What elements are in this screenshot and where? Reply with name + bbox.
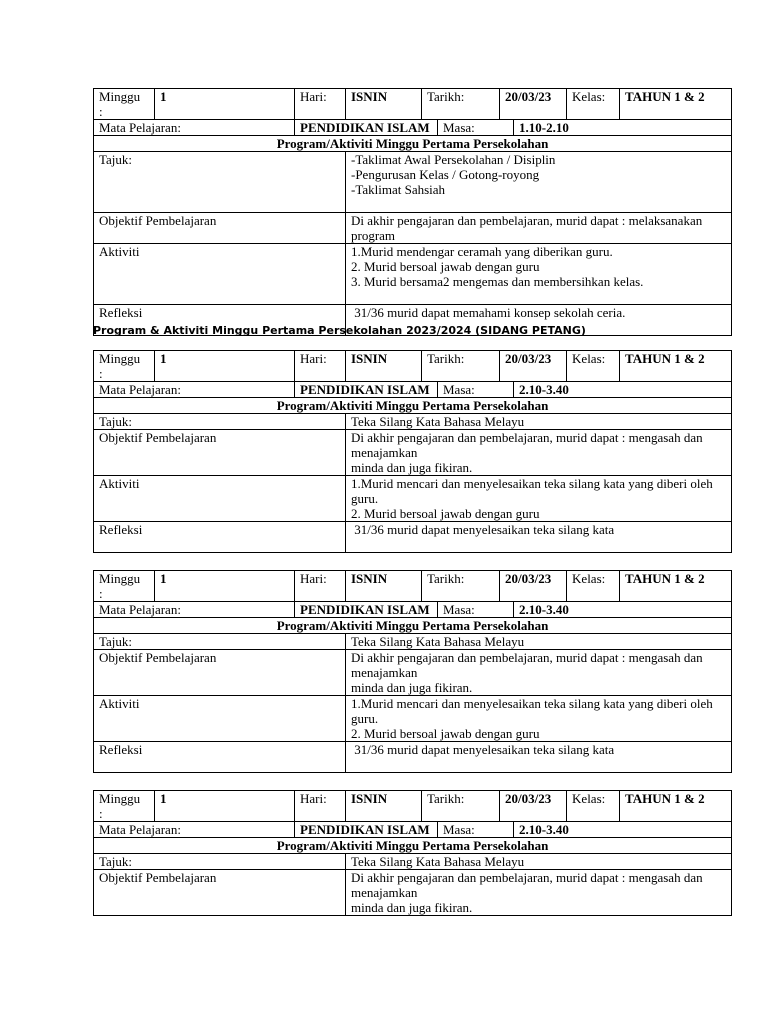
subject-value: PENDIDIKAN ISLAM bbox=[295, 822, 438, 838]
minggu-label: Minggu : bbox=[94, 89, 155, 120]
masa-value: 1.10-2.10 bbox=[514, 120, 732, 136]
aktiviti-label: Aktiviti bbox=[94, 244, 346, 305]
minggu-value: 1 bbox=[155, 791, 295, 822]
objektif-value: Di akhir pengajaran dan pembelajaran, murid dapat : mengasah dan menajamkan minda dan juga fikiran. bbox=[346, 870, 732, 916]
kelas-value: TAHUN 1 & 2 bbox=[625, 351, 705, 366]
section-heading: Program & Aktiviti Minggu Pertama Persekolahan 2023/2024 (SIDANG PETANG) bbox=[93, 324, 586, 337]
tajuk-value: Teka Silang Kata Bahasa Melayu bbox=[346, 634, 732, 650]
lesson-plan-4 bbox=[93, 790, 731, 916]
lesson-plan-3 bbox=[93, 570, 731, 773]
hari-value: ISNIN bbox=[346, 351, 422, 382]
tajuk-label: Tajuk: bbox=[94, 152, 346, 213]
tajuk-value: Teka Silang Kata Bahasa Melayu bbox=[346, 854, 732, 870]
aktiviti-label: Aktiviti bbox=[94, 696, 346, 742]
tarikh-label: Tarikh: bbox=[422, 89, 500, 120]
aktiviti-value: 1.Murid mencari dan menyelesaikan teka silang kata yang diberi oleh guru. 2. Murid bersoal jawab dengan guru bbox=[346, 476, 732, 522]
kelas-value: TAHUN 1 & 2 bbox=[625, 791, 705, 806]
aktiviti-value: 1.Murid mencari dan menyelesaikan teka silang kata yang diberi oleh guru. 2. Murid bersoal jawab dengan guru bbox=[346, 696, 732, 742]
minggu-label: Minggu : bbox=[94, 791, 155, 822]
tarikh-label: Tarikh: bbox=[422, 791, 500, 822]
objektif-label: Objektif Pembelajaran bbox=[94, 870, 346, 916]
masa-label: Masa: bbox=[438, 382, 514, 398]
program-title: Program/Aktiviti Minggu Pertama Persekolahan bbox=[94, 398, 732, 414]
tarikh-value: 20/03/23 bbox=[500, 89, 567, 120]
kelas-value: TAHUN 1 & 2 bbox=[625, 89, 705, 104]
minggu-label: Minggu : bbox=[94, 571, 155, 602]
masa-value: 2.10-3.40 bbox=[514, 382, 732, 398]
refleksi-label: Refleksi bbox=[94, 305, 346, 336]
masa-value: 2.10-3.40 bbox=[514, 602, 732, 618]
tajuk-label: Tajuk: bbox=[94, 414, 346, 430]
tajuk-label: Tajuk: bbox=[94, 854, 346, 870]
aktiviti-label: Aktiviti bbox=[94, 476, 346, 522]
kelas-label: Kelas: bbox=[567, 791, 620, 821]
mata-pelajaran-label: Mata Pelajaran: bbox=[94, 382, 295, 398]
minggu-value: 1 bbox=[155, 89, 295, 120]
tarikh-value: 20/03/23 bbox=[500, 351, 567, 382]
hari-label: Hari: bbox=[295, 571, 346, 602]
tajuk-value: -Taklimat Awal Persekolahan / Disiplin -Pengurusan Kelas / Gotong-royong -Taklimat Sahsiah bbox=[346, 152, 732, 213]
lesson-plan-1 bbox=[93, 88, 731, 336]
hari-label: Hari: bbox=[295, 89, 346, 120]
refleksi-label: Refleksi bbox=[94, 742, 346, 773]
tarikh-value: 20/03/23 bbox=[500, 571, 567, 602]
mata-pelajaran-label: Mata Pelajaran: bbox=[94, 120, 295, 136]
refleksi-value: 31/36 murid dapat menyelesaikan teka silang kata bbox=[346, 522, 732, 553]
kelas-cell bbox=[567, 351, 732, 382]
mata-pelajaran-label: Mata Pelajaran: bbox=[94, 602, 295, 618]
hari-value: ISNIN bbox=[346, 571, 422, 602]
masa-label: Masa: bbox=[438, 120, 514, 136]
objektif-value: Di akhir pengajaran dan pembelajaran, murid dapat : mengasah dan menajamkan minda dan juga fikiran. bbox=[346, 430, 732, 476]
hari-label: Hari: bbox=[295, 791, 346, 822]
kelas-label: Kelas: bbox=[567, 571, 620, 601]
masa-label: Masa: bbox=[438, 602, 514, 618]
minggu-value: 1 bbox=[155, 351, 295, 382]
masa-label: Masa: bbox=[438, 822, 514, 838]
minggu-value: 1 bbox=[155, 571, 295, 602]
subject-value: PENDIDIKAN ISLAM bbox=[295, 602, 438, 618]
objektif-label: Objektif Pembelajaran bbox=[94, 430, 346, 476]
hari-value: ISNIN bbox=[346, 89, 422, 120]
tarikh-label: Tarikh: bbox=[422, 351, 500, 382]
masa-value: 2.10-3.40 bbox=[514, 822, 732, 838]
program-title: Program/Aktiviti Minggu Pertama Persekolahan bbox=[94, 136, 732, 152]
lesson-plan-2 bbox=[93, 350, 731, 553]
objektif-value: Di akhir pengajaran dan pembelajaran, murid dapat : mengasah dan menajamkan minda dan juga fikiran. bbox=[346, 650, 732, 696]
mata-pelajaran-label: Mata Pelajaran: bbox=[94, 822, 295, 838]
minggu-label: Minggu : bbox=[94, 351, 155, 382]
tarikh-value: 20/03/23 bbox=[500, 791, 567, 822]
objektif-value: Di akhir pengajaran dan pembelajaran, murid dapat : melaksanakan program bbox=[346, 213, 732, 244]
aktiviti-value: 1.Murid mendengar ceramah yang diberikan guru. 2. Murid bersoal jawab dengan guru 3. Murid bersama2 mengemas dan membersihkan kelas. bbox=[346, 244, 732, 305]
kelas-cell bbox=[567, 791, 732, 822]
objektif-label: Objektif Pembelajaran bbox=[94, 650, 346, 696]
subject-value: PENDIDIKAN ISLAM bbox=[295, 382, 438, 398]
subject-value: PENDIDIKAN ISLAM bbox=[295, 120, 438, 136]
kelas-cell bbox=[567, 89, 732, 120]
tajuk-value: Teka Silang Kata Bahasa Melayu bbox=[346, 414, 732, 430]
kelas-label: Kelas: bbox=[567, 89, 620, 119]
objektif-label: Objektif Pembelajaran bbox=[94, 213, 346, 244]
tajuk-label: Tajuk: bbox=[94, 634, 346, 650]
refleksi-value: 31/36 murid dapat menyelesaikan teka silang kata bbox=[346, 742, 732, 773]
hari-value: ISNIN bbox=[346, 791, 422, 822]
tarikh-label: Tarikh: bbox=[422, 571, 500, 602]
kelas-cell bbox=[567, 571, 732, 602]
program-title: Program/Aktiviti Minggu Pertama Persekolahan bbox=[94, 618, 732, 634]
kelas-label: Kelas: bbox=[567, 351, 620, 381]
refleksi-value: 31/36 murid dapat memahami konsep sekolah ceria. bbox=[346, 305, 732, 336]
hari-label: Hari: bbox=[295, 351, 346, 382]
program-title: Program/Aktiviti Minggu Pertama Persekolahan bbox=[94, 838, 732, 854]
kelas-value: TAHUN 1 & 2 bbox=[625, 571, 705, 586]
refleksi-label: Refleksi bbox=[94, 522, 346, 553]
